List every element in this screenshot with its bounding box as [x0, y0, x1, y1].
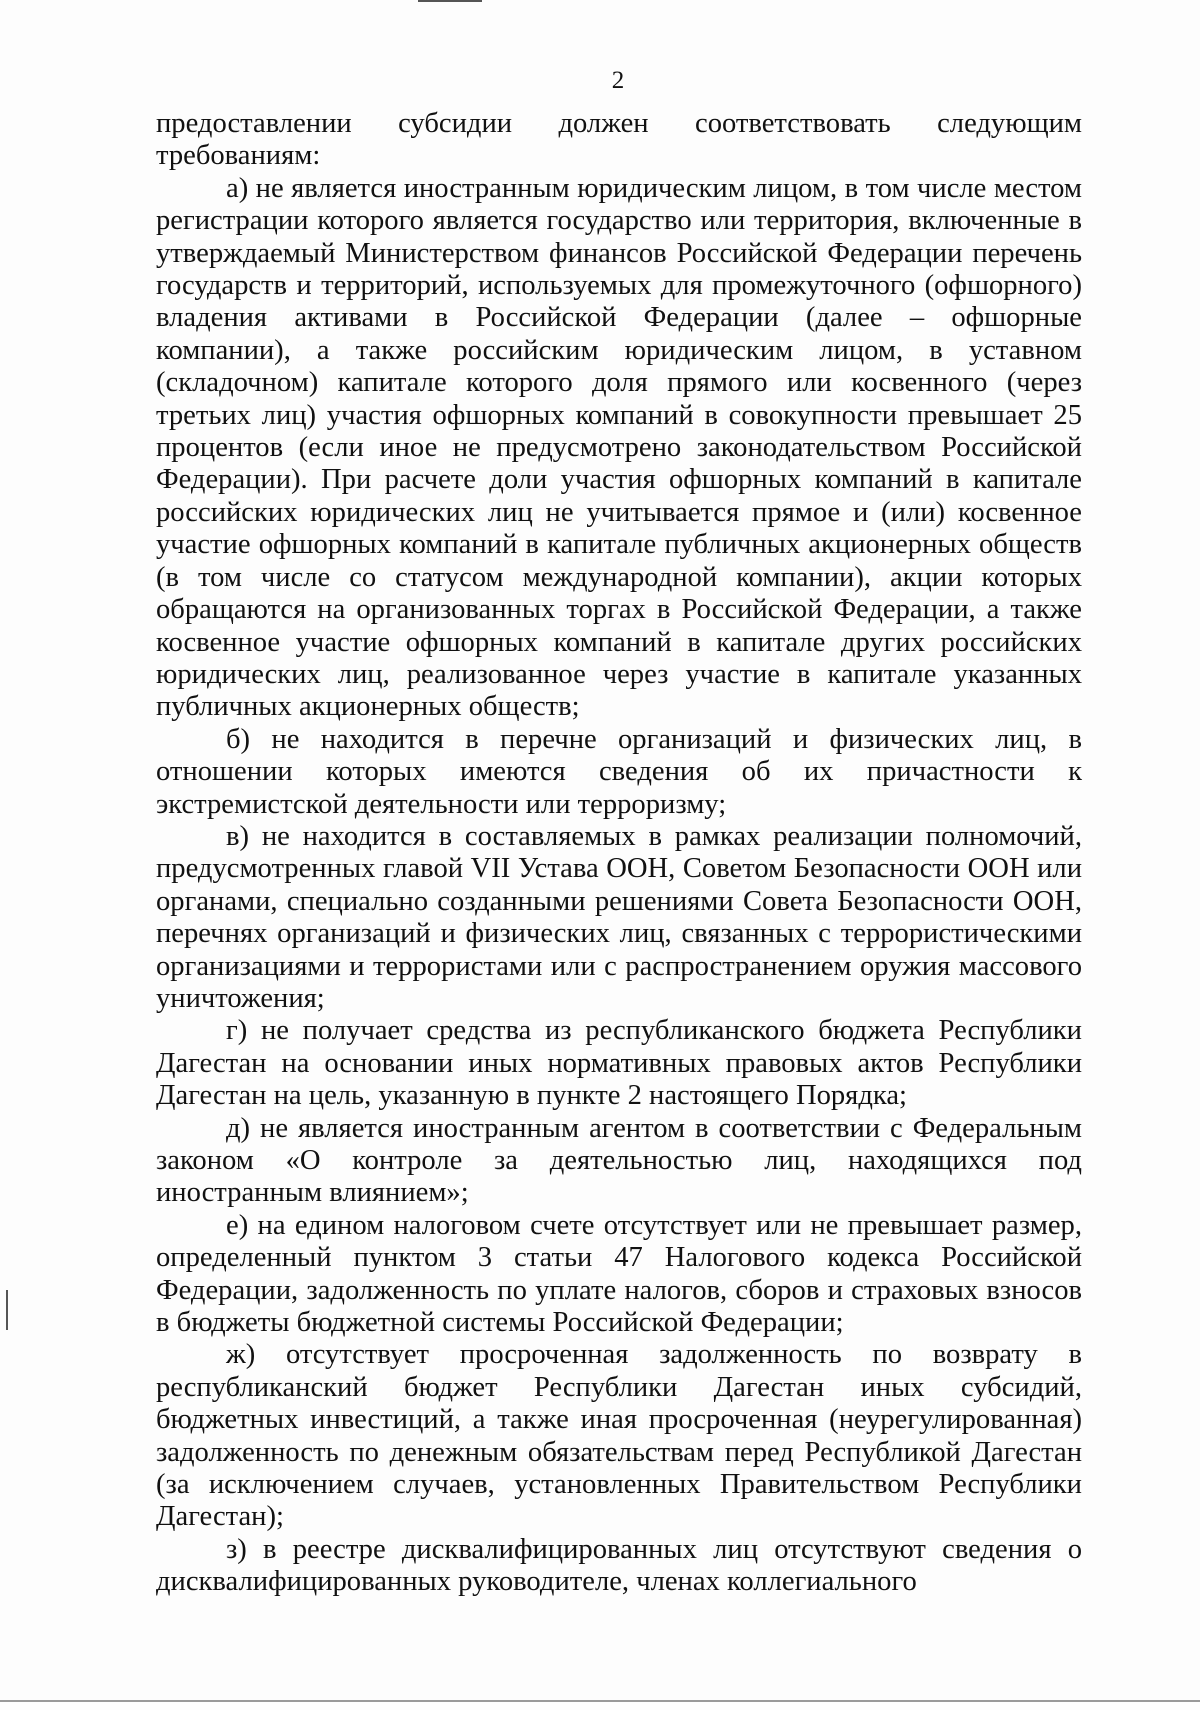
paragraph-intro: предоставлении субсидии должен соответствовать следующим требованиям: — [156, 108, 1082, 172]
page-number: 2 — [611, 67, 625, 94]
paragraph-item-v: в) не находится в составляемых в рамках реализации полномочий, предусмотренных главой VII Устава ООН, Советом Безопасности ООН или органами, специально созданными решениями Совета Безопасности ООН, перечнях организаций и физических лиц, связанных с террористическими организациями и террористами или с распространением оружия массового уничтожения; — [156, 820, 1082, 1014]
paragraph-item-zh: ж) отсутствует просроченная задолженность по возврату в республиканский бюджет Республики Дагестан иных субсидий, бюджетных инвестиций, а также иная просроченная (неурегулированная) задолженность по денежным обязательствам перед Республикой Дагестан (за исключением случаев, установленных Правительством Республики Дагестан); — [156, 1339, 1082, 1533]
scan-artifact-top — [418, 0, 482, 2]
paragraph-item-d: д) не является иностранным агентом в соответствии с Федеральным законом «О контроле за деятельностью лиц, находящихся под иностранным влиянием»; — [156, 1112, 1082, 1209]
paragraph-item-a: а) не является иностранным юридическим лицом, в том числе местом регистрации которого является государство или территория, включенные в утверждаемый Министерством финансов Российской Федерации перечень государств и территорий, используемых для промежуточного (офшорного) владения активами в Российской Федерации (далее – офшорные компании), а также российским юридическим лицом, в уставном (складочном) капитале которого доля прямого или косвенного (через третьих лиц) участия офшорных компаний в совокупности превышает 25 процентов (если иное не предусмотрено законодательством Российской Федерации). При расчете доли участия офшорных компаний в капитале российских юридических лиц не учитывается прямое и (или) косвенное участие офшорных компаний в капитале публичных акционерных обществ (в том числе со статусом международной компании), акции которых обращаются на организованных торгах в Российской Федерации, а также косвенное участие офшорных компаний в капитале других российских юридических лиц, реализованное через участие в капитале указанных публичных акционерных обществ; — [156, 172, 1082, 723]
scan-artifact-left — [6, 1290, 8, 1330]
paragraph-item-b: б) не находится в перечне организаций и физических лиц, в отношении которых имеются сведения об их причастности к экстремистской деятельности или терроризму; — [156, 723, 1082, 820]
paragraph-item-e: е) на едином налоговом счете отсутствует или не превышает размер, определенный пунктом 3 статьи 47 Налогового кодекса Российской Федерации, задолженность по уплате налогов, сборов и страховых взносов в бюджеты бюджетной системы Российской Федерации; — [156, 1209, 1082, 1339]
document-body — [156, 108, 1082, 1599]
paragraph-item-z: з) в реестре дисквалифицированных лиц отсутствуют сведения о дисквалифицированных руководителе, членах коллегиального — [156, 1533, 1082, 1598]
paragraph-item-g: г) не получает средства из республиканского бюджета Республики Дагестан на основании иных нормативных правовых актов Республики Дагестан на цель, указанную в пункте 2 настоящего Порядка; — [156, 1015, 1082, 1112]
scan-artifact-bottom — [0, 1700, 1200, 1702]
